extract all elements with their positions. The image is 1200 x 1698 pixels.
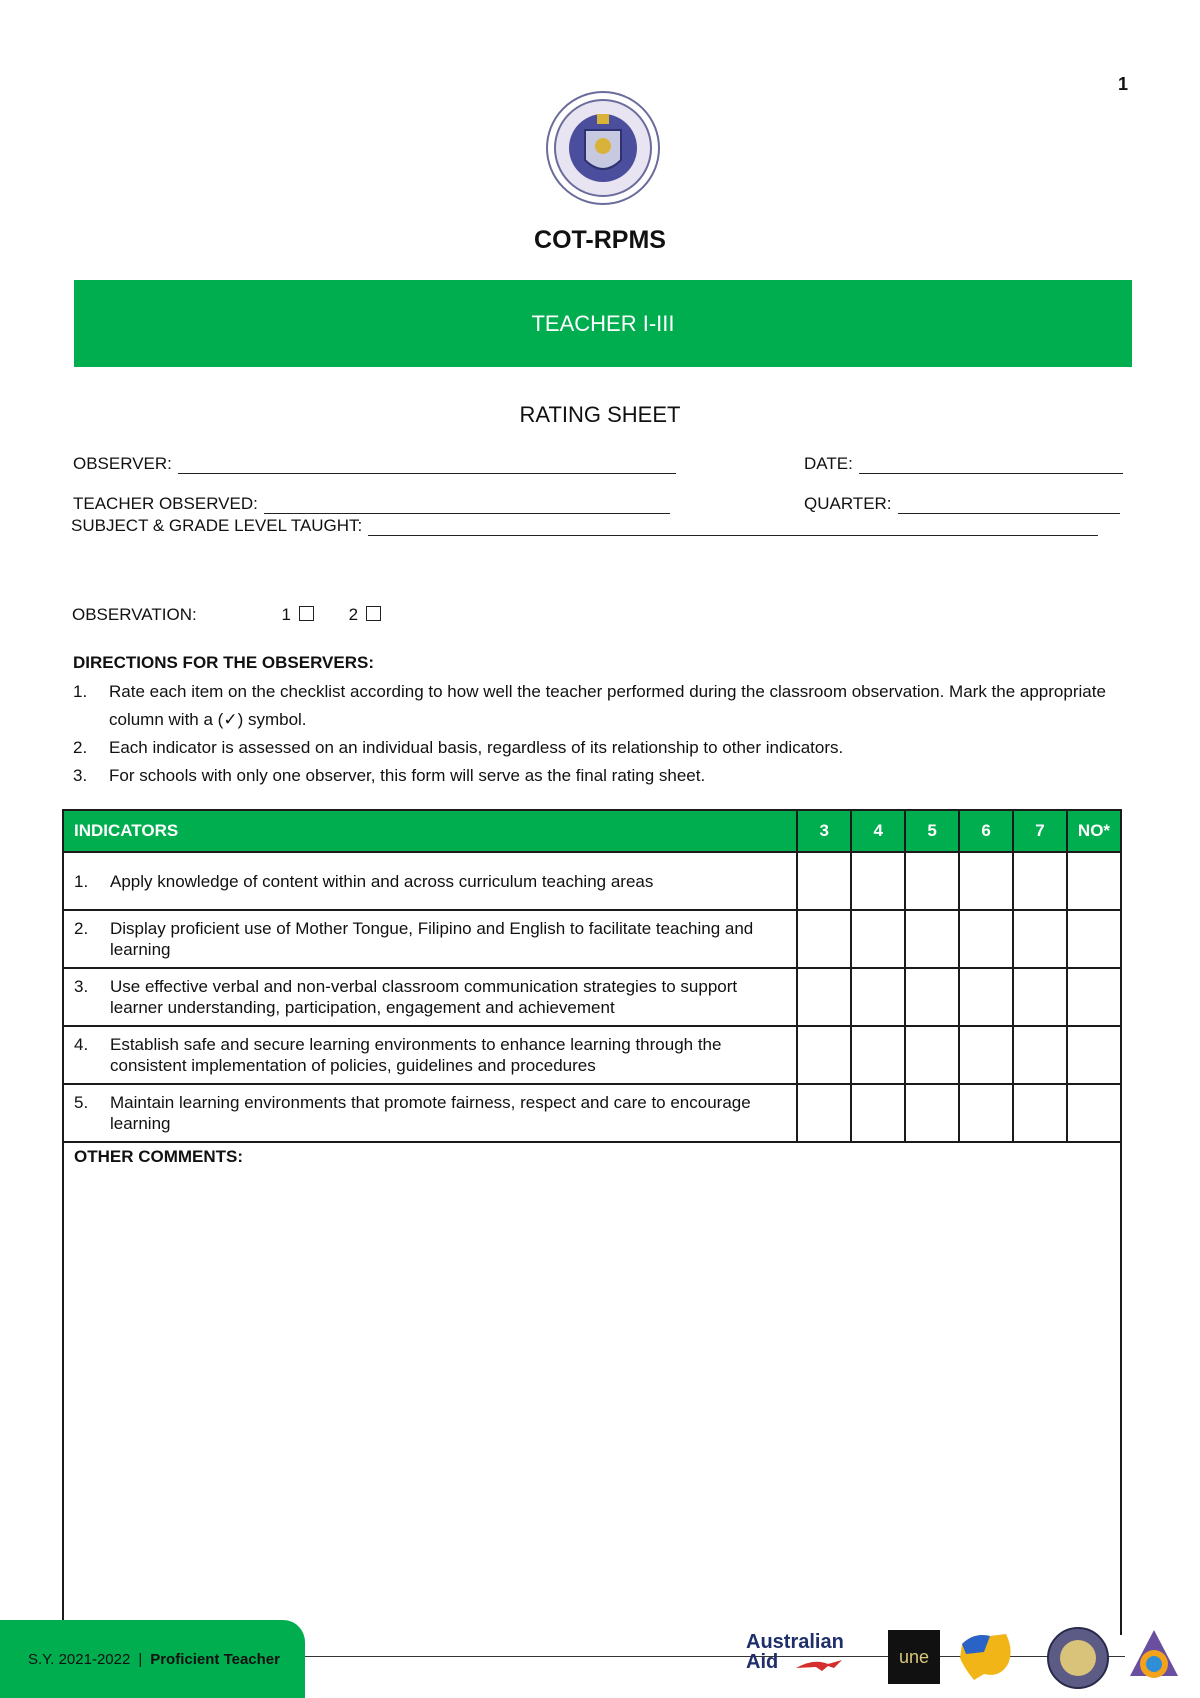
score-header: 5 [905, 810, 959, 852]
score-cell[interactable] [959, 1026, 1013, 1084]
score-cell[interactable] [1013, 968, 1067, 1026]
observation-option-1[interactable] [281, 605, 318, 624]
observation-label: OBSERVATION: [72, 605, 197, 624]
une-logo [888, 1630, 940, 1684]
direction-item [73, 678, 1113, 734]
observer-label: OBSERVER: [73, 454, 172, 473]
scimathed-logo-icon [954, 1628, 1016, 1688]
table-row [63, 968, 1121, 1026]
score-cell[interactable] [905, 910, 959, 968]
quarter-field [804, 494, 1120, 514]
document-title: COT-RPMS [534, 226, 666, 254]
teacher-observed-field [73, 494, 670, 514]
quarter-label: QUARTER: [804, 494, 892, 513]
direction-item [73, 762, 1113, 790]
sheet-title: RATING SHEET [519, 402, 681, 427]
date-label: DATE: [804, 454, 853, 473]
score-cell[interactable] [905, 968, 959, 1026]
score-cell[interactable] [797, 1084, 851, 1142]
observation-row [72, 605, 381, 625]
indicator-text: Apply knowledge of content within and across curriculum teaching areas [110, 871, 654, 891]
direction-text: Rate each item on the checklist according to how well the teacher performed during the classroom observation. Mark the appropriate column with a (✓) symbol. [109, 682, 1106, 729]
directions-title: DIRECTIONS FOR THE OBSERVERS: [73, 653, 374, 672]
teacher-observed-label: TEACHER OBSERVED: [73, 494, 258, 513]
indicator-text: Display proficient use of Mother Tongue, Filipino and English to facilitate teaching and learning [110, 919, 754, 959]
score-cell[interactable] [905, 1084, 959, 1142]
indicators-table [62, 809, 1122, 1143]
direction-text: For schools with only one observer, this form will serve as the final rating sheet. [109, 766, 706, 785]
career-stage: Proficient Teacher [150, 1650, 280, 1668]
score-cell[interactable] [959, 852, 1013, 910]
direction-number: 2. [73, 738, 88, 757]
checkbox-icon[interactable] [366, 606, 381, 621]
australian-aid-logo [746, 1632, 856, 1672]
option-2-label: 2 [348, 605, 359, 624]
score-cell[interactable] [1013, 1026, 1067, 1084]
direction-item [73, 734, 1113, 762]
score-header: 4 [851, 810, 905, 852]
indicator-number: 1. [74, 871, 89, 891]
indicator-cell [63, 1026, 797, 1084]
observer-field [73, 454, 676, 474]
table-row [63, 1084, 1121, 1142]
australian-aid-logo-line2: Aid [746, 1651, 779, 1673]
indicators-header: INDICATORS [63, 810, 797, 852]
directions-list [73, 678, 1113, 790]
institution-logo-icon [1126, 1626, 1182, 1690]
subject-field [71, 516, 1098, 536]
score-cell[interactable] [797, 910, 851, 968]
indicator-cell [63, 1084, 797, 1142]
score-header: NO* [1067, 810, 1121, 852]
une-logo-text: une [898, 1646, 930, 1667]
direction-number: 1. [73, 682, 88, 701]
indicator-number: 2. [74, 919, 89, 938]
score-cell[interactable] [1013, 1084, 1067, 1142]
option-1-label: 1 [281, 605, 291, 624]
score-header: 6 [959, 810, 1013, 852]
score-header: 7 [1013, 810, 1067, 852]
score-header: 3 [797, 810, 851, 852]
score-cell[interactable] [1013, 852, 1067, 910]
banner-text: TEACHER I-III [531, 310, 675, 336]
position-banner [74, 280, 1132, 367]
school-year: S.Y. 2021-2022 [28, 1650, 131, 1668]
indicator-cell [63, 852, 797, 910]
score-cell[interactable] [959, 1084, 1013, 1142]
indicator-number: 3. [74, 977, 89, 996]
indicator-text: Maintain learning environments that promote fairness, respect and care to encourage learning [110, 1093, 751, 1133]
page-number: 1 [1118, 74, 1129, 94]
deped-seal-icon [545, 90, 661, 206]
score-cell[interactable] [959, 910, 1013, 968]
direction-number: 3. [73, 766, 88, 785]
quarter-input-line[interactable] [898, 495, 1120, 514]
indicator-cell [63, 968, 797, 1026]
table-header-row [63, 810, 1121, 852]
indicator-number: 4. [74, 1035, 89, 1054]
score-cell[interactable] [1067, 1026, 1121, 1084]
footer-separator: | [138, 1650, 143, 1668]
score-cell[interactable] [1013, 910, 1067, 968]
footer-tab [0, 1620, 305, 1698]
score-cell[interactable] [851, 1084, 905, 1142]
subject-input-line[interactable] [368, 517, 1098, 536]
observer-input-line[interactable] [178, 455, 676, 474]
score-cell[interactable] [851, 852, 905, 910]
subject-label: SUBJECT & GRADE LEVEL TAUGHT: [71, 516, 363, 535]
table-row [63, 852, 1121, 910]
score-cell[interactable] [905, 1026, 959, 1084]
direction-text: Each indicator is assessed on an individual basis, regardless of its relationship to other indicators. [109, 738, 844, 757]
observation-option-2[interactable] [349, 605, 381, 624]
date-input-line[interactable] [859, 455, 1123, 474]
comments-label: OTHER COMMENTS: [74, 1147, 244, 1166]
score-cell[interactable] [1067, 968, 1121, 1026]
score-cell[interactable] [851, 910, 905, 968]
score-cell[interactable] [959, 968, 1013, 1026]
score-cell[interactable] [851, 968, 905, 1026]
score-cell[interactable] [1067, 910, 1121, 968]
table-row [63, 1026, 1121, 1084]
regional-seal-icon [1046, 1626, 1110, 1690]
comments-box[interactable] [62, 1141, 1122, 1635]
indicator-cell [63, 910, 797, 968]
table-row [63, 910, 1121, 968]
score-cell[interactable] [905, 852, 959, 910]
score-cell[interactable] [1067, 1084, 1121, 1142]
score-cell[interactable] [1067, 852, 1121, 910]
score-cell[interactable] [797, 852, 851, 910]
date-field [804, 454, 1123, 474]
teacher-observed-input-line[interactable] [264, 495, 670, 514]
checkbox-icon[interactable] [299, 606, 314, 621]
score-cell[interactable] [851, 1026, 905, 1084]
kangaroo-icon [794, 1658, 844, 1672]
score-cell[interactable] [797, 1026, 851, 1084]
indicator-number: 5. [74, 1093, 89, 1112]
indicator-text: Use effective verbal and non-verbal classroom communication strategies to support learner understanding, participation, engagement and achievement [110, 977, 738, 1017]
australian-aid-logo-line1: Australian [746, 1631, 844, 1653]
score-cell[interactable] [797, 968, 851, 1026]
indicator-text: Establish safe and secure learning environments to enhance learning through the consistent implementation of policies, guidelines and procedures [110, 1035, 722, 1075]
